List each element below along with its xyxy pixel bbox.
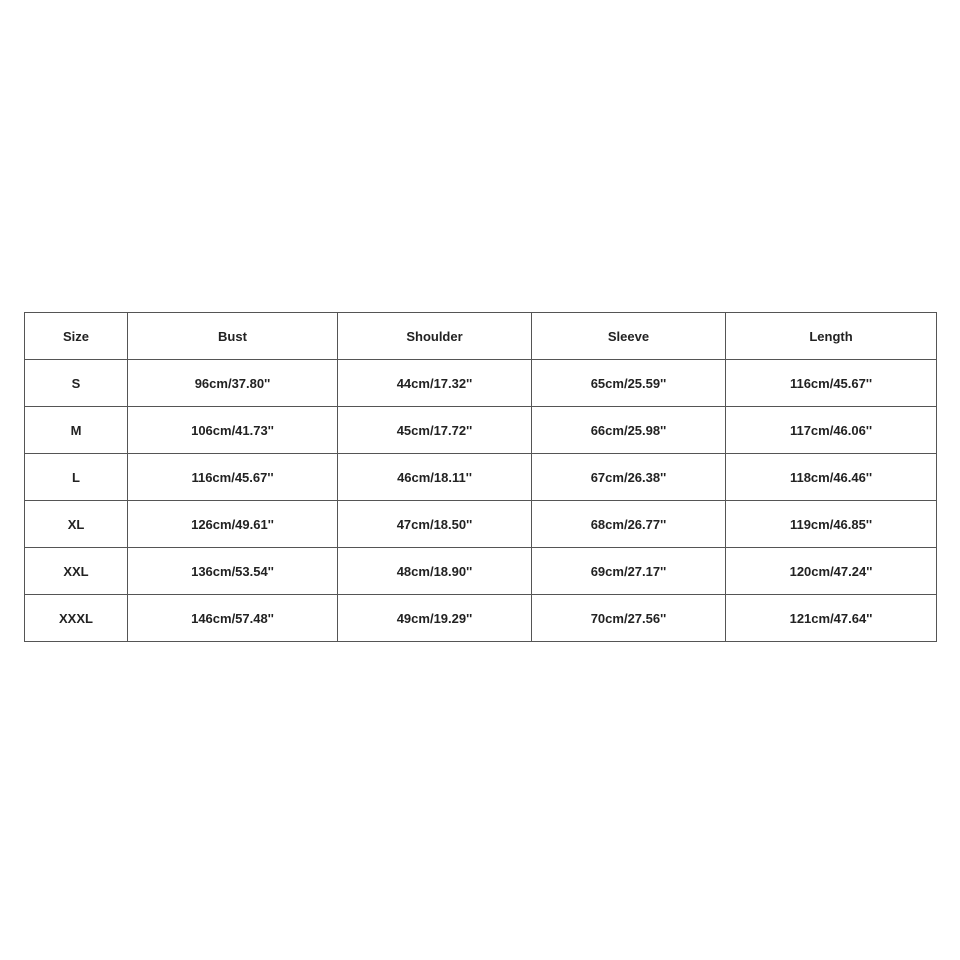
- cell-bust: 146cm/57.48'': [128, 595, 338, 642]
- cell-size: XXXL: [25, 595, 128, 642]
- cell-length: 118cm/46.46'': [726, 454, 937, 501]
- cell-bust: 96cm/37.80'': [128, 360, 338, 407]
- cell-length: 117cm/46.06'': [726, 407, 937, 454]
- cell-bust: 136cm/53.54'': [128, 548, 338, 595]
- cell-shoulder: 44cm/17.32'': [338, 360, 532, 407]
- cell-sleeve: 67cm/26.38'': [532, 454, 726, 501]
- cell-size: XL: [25, 501, 128, 548]
- size-chart-table: [24, 312, 937, 642]
- cell-shoulder: 45cm/17.72'': [338, 407, 532, 454]
- cell-sleeve: 70cm/27.56'': [532, 595, 726, 642]
- table-row: [25, 360, 937, 407]
- cell-shoulder: 47cm/18.50'': [338, 501, 532, 548]
- cell-sleeve: 65cm/25.59'': [532, 360, 726, 407]
- cell-shoulder: 49cm/19.29'': [338, 595, 532, 642]
- header-length: Length: [726, 313, 937, 360]
- cell-sleeve: 69cm/27.17'': [532, 548, 726, 595]
- cell-bust: 106cm/41.73'': [128, 407, 338, 454]
- cell-length: 121cm/47.64'': [726, 595, 937, 642]
- header-shoulder: Shoulder: [338, 313, 532, 360]
- table-row: [25, 595, 937, 642]
- cell-sleeve: 66cm/25.98'': [532, 407, 726, 454]
- cell-size: L: [25, 454, 128, 501]
- header-row: [25, 313, 937, 360]
- table-row: [25, 501, 937, 548]
- cell-length: 116cm/45.67'': [726, 360, 937, 407]
- cell-size: M: [25, 407, 128, 454]
- table-row: [25, 548, 937, 595]
- header-sleeve: Sleeve: [532, 313, 726, 360]
- cell-bust: 126cm/49.61'': [128, 501, 338, 548]
- cell-shoulder: 46cm/18.11'': [338, 454, 532, 501]
- cell-size: S: [25, 360, 128, 407]
- table-row: [25, 407, 937, 454]
- cell-length: 120cm/47.24'': [726, 548, 937, 595]
- cell-bust: 116cm/45.67'': [128, 454, 338, 501]
- cell-sleeve: 68cm/26.77'': [532, 501, 726, 548]
- header-bust: Bust: [128, 313, 338, 360]
- table-row: [25, 454, 937, 501]
- header-size: Size: [25, 313, 128, 360]
- cell-size: XXL: [25, 548, 128, 595]
- cell-shoulder: 48cm/18.90'': [338, 548, 532, 595]
- cell-length: 119cm/46.85'': [726, 501, 937, 548]
